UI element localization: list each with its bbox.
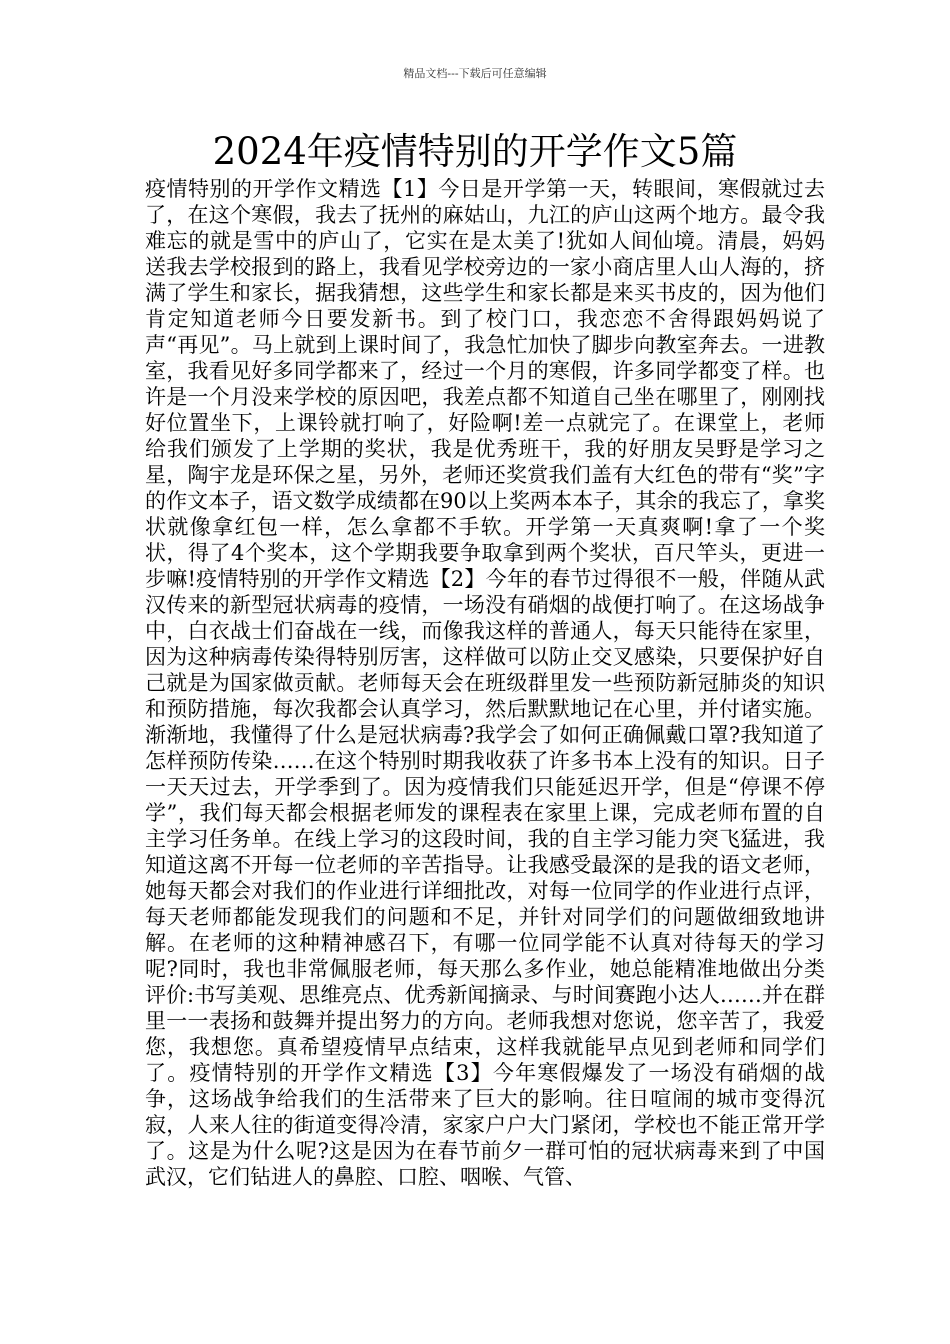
document-title: 2024年疫情特别的开学作文5篇	[212, 130, 738, 173]
document-body: 疫情特别的开学作文精选【1】今日是开学第一天，转眼间，寒假就过去了，在这个寒假，我去了抚州的麻姑山，九江的庐山这两个地方。最令我难忘的就是雪中的庐山了，它实在是太美了!犹如人间仙境。清晨，妈妈送我去学校报到的路上，我看见学校旁边的一家小商店里人山人海的，挤满了学生和家长，据我猜想，这些学生和家长都是来买书皮的，因为他们肯定知道老师今日要发新书。到了校门口，我恋恋不舍得跟妈妈说了声“再见”。马上就到上课时间了，我急忙加快了脚步向教室奔去。一进教室，我看见好多同学都来了，经过一个月的寒假，许多同学都变了样。也许是一个月没来学校的原因吧，我差点都不知道自己坐在哪里了，刚刚找好位置坐下，上课铃就打响了，好险啊!差一点就完了。在课堂上，老师给我们颁发了上学期的奖状，我是优秀班干，我的好朋友吴野是学习之星，陶宇龙是环保之星，另外，老师还奖赏我们盖有大红色的带有“奖”字的作文本子，语文数学成绩都在90以上奖两本本子，其余的我忘了，拿奖状就像拿红包一样，怎么拿都不手软。开学第一天真爽啊!拿了一个奖状，得了4个奖本，这个学期我要争取拿到两个奖状，百尺竿头，更进一步嘛!疫情特别的开学作文精选【2】今年的春节过得很不一般，伴随从武汉传来的新型冠状病毒的疫情，一场没有硝烟的战便打响了。在这场战争中，白衣战士们奋战在一线，而像我这样的普通人，每天只能待在家里，因为这种病毒传染得特别厉害，这样做可以防止交叉感染，只要保护好自己就是为国家做贡献。老师每天会在班级群里发一些预防新冠肺炎的知识和预防措施，每次我都会认真学习，然后默默地记在心里，并付诸实施。渐渐地，我懂得了什么是冠状病毒?我学会了如何正确佩戴口罩?我知道了怎样预防传染……在这个特别时期我收获了许多书本上没有的知识。日子一天天过去，开学季到了。因为疫情我们只能延迟开学，但是“停课不停学”，我们每天都会根据老师发的课程表在家里上课，完成老师布置的自主学习任务单。在线上学习的这段时间，我的自主学习能力突飞猛进，我知道这离不开每一位老师的辛苦指导。让我感受最深的是我的语文老师，她每天都会对我们的作业进行详细批改，对每一位同学的作业进行点评，每天老师都能发现我们的问题和不足，并针对同学们的问题做细致地讲解。在老师的这种精神感召下，有哪一位同学能不认真对待每天的学习呢?同时，我也非常佩服老师，每天那么多作业，她总能精准地做出分类评价:书写美观、思维亮点、优秀新闻摘录、与时间赛跑小达人……并在群里一一表扬和鼓舞并提出努力的方向。老师我想对您说，您辛苦了，我爱您，我想您。真希望疫情早点结束，这样我就能早点见到老师和同学们了。疫情特别的开学作文精选【3】今年寒假爆发了一场没有硝烟的战争，这场战争给我们的生活带来了巨大的影响。往日喧闹的城市变得沉寂，人来人往的街道变得冷清，家家户户大门紧闭，学校也不能正常开学了。这是为什么呢?这是因为在春节前夕一群可怕的冠状病毒来到了中国武汉，它们钻进人的鼻腔、口腔、咽喉、气管、	[145, 177, 825, 1189]
page-header: 精品文档---下载后可任意编辑	[403, 67, 547, 80]
